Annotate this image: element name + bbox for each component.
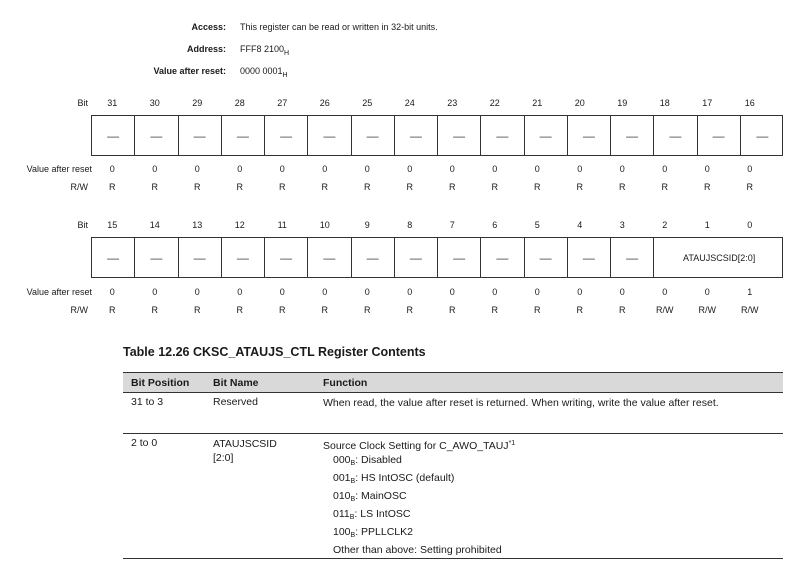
bit-number: 8 [407, 220, 413, 230]
bit-field-cell: — [481, 238, 524, 277]
bit-field-cell: — [438, 238, 481, 277]
bit-number: 17 [702, 98, 713, 108]
clock-option: $001_B$: HS IntOSC (default) [333, 472, 455, 485]
bit-field-cell: — [222, 116, 265, 155]
access-value: This register can be read or written in 32-bit units. [240, 22, 438, 32]
bit-field-cell: — [179, 116, 222, 155]
bit-number: 16 [744, 98, 755, 108]
rw-value: R [449, 305, 456, 315]
reset-value: 0 [237, 164, 243, 174]
reset-value: 0000 $0001_H$ [240, 66, 288, 79]
bit-number: 7 [449, 220, 455, 230]
table-title: Table 12.26 CKSC_ATAUJS_CTL Register Contents [123, 345, 426, 359]
rw-value: R [534, 305, 541, 315]
header-bit-position: Bit Position [131, 376, 190, 389]
clock-option: $010_B$: MainOSC [333, 490, 407, 503]
rw-value: R [449, 182, 456, 192]
reset-value: 0 [279, 287, 285, 297]
rw-value: R [151, 182, 158, 192]
rw-value: R [109, 305, 116, 315]
row-bit-name [209, 437, 319, 558]
bit-name-line2: [2:0] [213, 452, 234, 464]
bit-number: 20 [574, 98, 585, 108]
reset-value: 0 [492, 287, 498, 297]
bit-number: 27 [277, 98, 288, 108]
bit-number: 26 [319, 98, 330, 108]
bit-number: 12 [234, 220, 245, 230]
rw-value: R [321, 182, 328, 192]
reset-value: 0 [194, 287, 200, 297]
function-title: Source Clock Setting for C_AWO_TAUJ$^{*1}$ [323, 440, 516, 452]
rw-value: R [406, 305, 413, 315]
bit-field-cell: — [611, 116, 654, 155]
reset-value: 0 [322, 164, 328, 174]
rw-value: R [619, 182, 626, 192]
bit-field-cell: — [135, 116, 178, 155]
bit-field-cell: — [438, 116, 481, 155]
rw-label-upper: R/W [70, 182, 88, 192]
rw-label-lower: R/W [70, 305, 88, 315]
bit-number: 19 [617, 98, 628, 108]
upper-reset-values [91, 164, 771, 174]
rw-value: R [534, 182, 541, 192]
reset-value: 0 [407, 164, 413, 174]
bit-field-cell: — [756, 128, 769, 143]
bit-field-wide: ATAUJSCSID[2:0] [683, 252, 756, 263]
rw-value: R [236, 182, 243, 192]
bit-field-cell: — [179, 238, 222, 277]
rw-value: R [661, 182, 668, 192]
lower-reset-values [91, 287, 771, 297]
bit-field-cell: — [265, 116, 308, 155]
reset-value: 0 [364, 164, 370, 174]
bit-field-cell: — [525, 116, 568, 155]
bit-label-lower: Bit [77, 220, 88, 230]
bit-number: 0 [747, 220, 753, 230]
bit-number: 2 [662, 220, 668, 230]
reset-value: 0 [534, 164, 540, 174]
reset-value: 0 [619, 164, 625, 174]
bit-number: 5 [534, 220, 540, 230]
bit-field-cell: — [92, 116, 135, 155]
reset-value: 0 [747, 164, 753, 174]
bit-field-cell: — [308, 238, 351, 277]
rw-value: R [109, 182, 116, 192]
rw-value: R [279, 305, 286, 315]
lower-register-fields [91, 237, 783, 278]
bit-number: 24 [404, 98, 415, 108]
upper-rw-values [91, 182, 771, 192]
header-bit-name: Bit Name [213, 376, 259, 389]
table-row [123, 393, 783, 434]
clock-option: $000_B$: Disabled [333, 454, 402, 467]
rw-value: R [364, 305, 371, 315]
bit-field-cell: — [395, 116, 438, 155]
bit-number: 11 [277, 220, 287, 230]
bit-number: 10 [319, 220, 330, 230]
bit-number: 3 [619, 220, 625, 230]
reset-value: 0 [279, 164, 285, 174]
row-bit-position: 2 to 0 [131, 437, 158, 449]
clock-option: $100_B$: PPLLCLK2 [333, 526, 413, 539]
rw-value: R/W [656, 305, 674, 315]
rw-value: R [619, 305, 626, 315]
clock-options [323, 453, 783, 543]
reset-value: 0 [109, 164, 115, 174]
rw-value: R [491, 182, 498, 192]
row-function [319, 437, 783, 558]
row-bit-name: Reserved [213, 396, 258, 408]
reset-value: 0 [109, 287, 115, 297]
table-header [123, 372, 783, 393]
bit-number: 4 [577, 220, 583, 230]
reset-value-label: Value after reset: [153, 66, 226, 76]
bit-field-cell: — [395, 238, 438, 277]
reset-label-upper: Value after reset [26, 164, 92, 174]
bit-number: 22 [489, 98, 500, 108]
reset-value: 0 [152, 164, 158, 174]
bit-field-cell: — [222, 238, 265, 277]
reset-value: 0 [662, 287, 668, 297]
rw-value: R [406, 182, 413, 192]
reset-value: 0 [704, 164, 710, 174]
rw-value: R [364, 182, 371, 192]
reset-value: 0 [577, 164, 583, 174]
rw-value: R [194, 305, 201, 315]
access-label: Access: [191, 22, 226, 32]
bit-field-cell: — [611, 238, 654, 277]
bit-name-line1: ATAUJSCSID [213, 438, 277, 450]
rw-value: R [236, 305, 243, 315]
reset-value: 0 [449, 287, 455, 297]
bit-field-cell: — [481, 116, 524, 155]
bit-field-cell: — [135, 238, 178, 277]
address-label: Address: [186, 44, 226, 54]
row-bit-position: 31 to 3 [131, 396, 164, 408]
reset-value: 0 [407, 287, 413, 297]
upper-register-fields [91, 115, 783, 156]
reset-value: 0 [322, 287, 328, 297]
bit-number: 25 [362, 98, 373, 108]
reset-label-lower: Value after reset [26, 287, 92, 297]
rw-value: R [491, 305, 498, 315]
rw-value: R [151, 305, 158, 315]
bit-field-cell: — [352, 116, 395, 155]
bit-field-cell: — [525, 238, 568, 277]
row-function: When read, the value after reset is returned. When writing, write the value after reset. [323, 397, 719, 409]
bit-field-cell: — [308, 116, 351, 155]
bit-field-cell: — [654, 116, 697, 155]
reset-value: 0 [704, 287, 710, 297]
bit-number: 18 [659, 98, 670, 108]
other-setting: Other than above: Setting prohibited [333, 544, 502, 556]
bit-number: 1 [704, 220, 710, 230]
reset-value: 0 [534, 287, 540, 297]
rw-value: R [279, 182, 286, 192]
lower-bit-numbers [91, 220, 771, 230]
bit-field-cell: — [698, 116, 741, 155]
rw-value: R [576, 182, 583, 192]
reset-value: 0 [152, 287, 158, 297]
clock-option: $011_B$: LS IntOSC [333, 508, 411, 521]
reset-value: 0 [492, 164, 498, 174]
upper-bit-numbers [91, 98, 771, 108]
bit-field-cell: — [568, 116, 611, 155]
reset-value: 0 [194, 164, 200, 174]
reset-value: 1 [747, 287, 753, 297]
bit-number: 29 [192, 98, 203, 108]
bit-field-cell: — [265, 238, 308, 277]
rw-value: R [704, 182, 711, 192]
address-value: FFF8 $2100_H$ [240, 44, 290, 57]
register-contents-table [123, 372, 783, 559]
rw-value: R [194, 182, 201, 192]
reset-value: 0 [619, 287, 625, 297]
bit-field-cell: — [568, 238, 611, 277]
reset-value: 0 [662, 164, 668, 174]
reset-value: 0 [449, 164, 455, 174]
bit-field-cell: — [92, 238, 135, 277]
rw-value: R/W [741, 305, 759, 315]
reset-value: 0 [237, 287, 243, 297]
rw-value: R [576, 305, 583, 315]
bit-label-upper: Bit [77, 98, 88, 108]
rw-value: R/W [698, 305, 716, 315]
rw-value: R [746, 182, 753, 192]
bit-number: 23 [447, 98, 458, 108]
bit-number: 9 [364, 220, 370, 230]
rw-value: R [321, 305, 328, 315]
reset-value: 0 [364, 287, 370, 297]
bit-number: 28 [234, 98, 245, 108]
bit-field-cell: — [352, 238, 395, 277]
header-function: Function [323, 376, 368, 389]
bit-number: 21 [532, 98, 543, 108]
reset-value: 0 [577, 287, 583, 297]
bit-number: 15 [107, 220, 118, 230]
bit-number: 30 [149, 98, 160, 108]
lower-rw-values [91, 305, 771, 315]
bit-number: 31 [107, 98, 118, 108]
bit-number: 14 [149, 220, 160, 230]
bit-number: 6 [492, 220, 498, 230]
bit-number: 13 [192, 220, 203, 230]
table-row [123, 434, 783, 559]
